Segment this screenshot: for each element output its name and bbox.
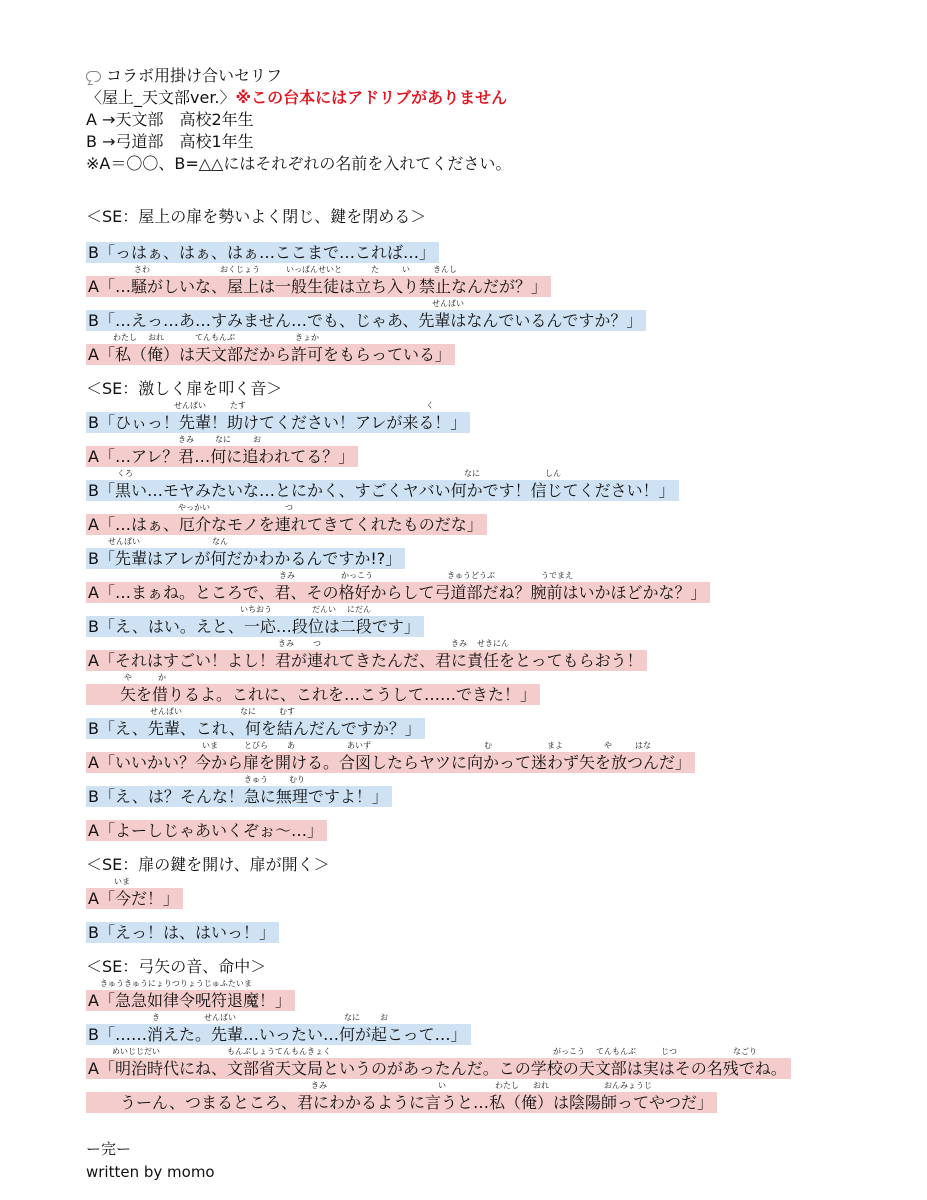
dialogue-line-a [86, 278, 551, 296]
line-text: B「っはぁ、はぁ、はぁ…ここまで…これば…」 [86, 242, 439, 263]
role-b: B →弓道部 高校1年生 [86, 132, 254, 151]
ruby: わたし [113, 333, 137, 342]
version-line [86, 88, 507, 108]
ruby: たす [230, 401, 246, 410]
ruby: わたし [495, 1081, 519, 1090]
ruby: くろ [117, 469, 133, 478]
line-text: A「…アレ？君…何に追われてる？」 [86, 446, 358, 467]
line-text: B「…えっ…あ…すみません…でも、じゃあ、先輩はなんでいるんですか？」 [86, 310, 646, 331]
ruby: む [484, 741, 492, 750]
ruby: はな [635, 741, 651, 750]
ruby: きみ [279, 571, 295, 580]
ruby: きゅう [244, 775, 268, 784]
dialogue-line-a [86, 346, 455, 364]
ruby: い [402, 265, 410, 274]
name-note: ※A＝〇〇、B=△△にはそれぞれの名前を入れてください。 [86, 154, 512, 173]
dialogue-line-a [86, 754, 695, 772]
ruby: いちおう [240, 605, 272, 614]
ruby: やっかい [178, 503, 210, 512]
author-credit: written by momo [86, 1163, 215, 1181]
dialogue-line-a [86, 822, 327, 840]
dialogue-line-b [86, 550, 405, 568]
ruby: せきにん [477, 639, 509, 648]
dialogue-line-a-continued [86, 686, 540, 704]
line-text: A「よーしじゃあいくぞぉ〜…」 [86, 820, 327, 841]
dialogue-line-b [86, 618, 424, 636]
line-text: B「え、は？そんな！急に無理ですよ！」 [86, 786, 392, 807]
line-text: B「え、はい。えと、一応…段位は二段です」 [86, 616, 424, 637]
dialogue-line-a [86, 448, 358, 466]
ruby: あいず [347, 741, 371, 750]
ruby: とびら [244, 741, 268, 750]
dialogue-line-a [86, 584, 710, 602]
line-text: A「今だ！」 [86, 888, 183, 909]
ruby: おれ [148, 333, 164, 342]
dialogue-line-b [86, 924, 279, 942]
line-text: A「…まぁね。ところで、君、その格好からして弓道部だね？腕前はいかほどかな？」 [86, 582, 710, 603]
line-text: A「…騒がしいな、屋上は一般生徒は立ち入り禁止なんだが？」 [86, 276, 551, 297]
ruby: いま [114, 877, 130, 886]
ruby: つ [313, 639, 321, 648]
ruby: おくじょう [220, 265, 260, 274]
line-text: B「え、先輩、これ、何を結んだんですか？」 [86, 718, 425, 739]
ruby: きみ [178, 435, 194, 444]
ruby: うでまえ [541, 571, 573, 580]
line-text: B「黒い…モヤみたいな…とにかく、すごくヤバい何かです！信じてください！」 [86, 480, 679, 501]
dialogue-line-b [86, 414, 470, 432]
line-text: A「それはすごい！よし！君が連れてきたんだ、君に責任をとってもらおう！ [86, 650, 647, 671]
ruby: や [124, 673, 132, 682]
ruby: なに [464, 469, 480, 478]
ruby: がっこう [553, 1047, 585, 1056]
line-text: A「…はぁ、厄介なモノを連れてきてくれたものだな」 [86, 514, 487, 535]
line-text: B「ひぃっ！先輩！助けてください！アレが来る！」 [86, 412, 470, 433]
ruby: かっこう [341, 571, 373, 580]
line-text: うーん、つまるところ、君にわかるように言うと…私（俺）は陰陽師ってやつだ」 [86, 1092, 717, 1113]
ruby: き [152, 1013, 160, 1022]
ruby: つ [285, 503, 293, 512]
ruby: おんみょうじ [604, 1081, 652, 1090]
dialogue-line-a [86, 992, 295, 1010]
ruby: く [426, 401, 434, 410]
sound-effect: ＜SE：激しく扉を叩く音＞ [86, 379, 283, 398]
ruby: きゅうきゅうにょりつりょうじゅふたいま [100, 979, 252, 988]
ruby: じつ [661, 1047, 677, 1056]
ruby: きみ [311, 1081, 327, 1090]
ruby: むす [279, 707, 295, 716]
ruby: なに [215, 435, 231, 444]
ruby: せんぱい [150, 707, 182, 716]
ruby: もんぶしょうてんもんきょく [227, 1047, 331, 1056]
ruby: きんし [433, 265, 457, 274]
ruby: きゅうどうぶ [447, 571, 495, 580]
dialogue-line-b [86, 244, 439, 262]
ruby: せんぱい [432, 299, 464, 308]
dialogue-line-b [86, 1026, 471, 1044]
ruby: にだん [347, 605, 371, 614]
role-a: A →天文部 高校2年生 [86, 110, 254, 129]
ruby: せんぱい [174, 401, 206, 410]
dialogue-line-a [86, 516, 487, 534]
ruby: おれ [533, 1081, 549, 1090]
ruby: てんもんぶ [596, 1047, 636, 1056]
ruby: めいじじだい [112, 1047, 160, 1056]
sound-effect: ＜SE：弓矢の音、命中＞ [86, 957, 267, 976]
ruby: あ [287, 741, 295, 750]
line-text: B「えっ！は、はいっ！」 [86, 922, 279, 943]
ruby: なごり [733, 1047, 757, 1056]
line-text: A「私（俺）は天文部だから許可をもらっている」 [86, 344, 455, 365]
no-adlib-warning: ※この台本にはアドリブがありません [235, 88, 508, 107]
line-text: B「先輩はアレが何だかわかるんですか!?」 [86, 548, 405, 569]
dialogue-line-b [86, 312, 646, 330]
dialogue-line-b [86, 720, 425, 738]
dialogue-line-a-continued [86, 1094, 717, 1112]
dialogue-line-b [86, 482, 679, 500]
sound-effect: ＜SE：屋上の扉を勢いよく閉じ、鍵を閉める＞ [86, 207, 427, 226]
dialogue-line-a [86, 890, 183, 908]
ruby: てんもんぶ [195, 333, 235, 342]
ruby: せんぱい [204, 1013, 236, 1022]
ruby: むり [289, 775, 305, 784]
dialogue-line-a [86, 1060, 791, 1078]
ruby: まよ [547, 741, 563, 750]
end-mark: ー完ー [86, 1140, 132, 1158]
ruby: や [604, 741, 612, 750]
ruby: さわ [134, 265, 150, 274]
line-text: A「明治時代にね、文部省天文局というのがあったんだ。この学校の天文部は実はその名残でね。 [86, 1058, 791, 1079]
ruby: なん [212, 537, 228, 546]
ruby: お [380, 1013, 388, 1022]
ruby: きみ [451, 639, 467, 648]
ruby: だんい [312, 605, 336, 614]
line-text: A「いいかい？今から扉を開ける。合図したらヤツに向かって迷わず矢を放つんだ」 [86, 752, 695, 773]
dialogue-line-a [86, 652, 647, 670]
title-line [86, 66, 282, 86]
ruby: きょか [295, 333, 319, 342]
ruby: いま [202, 741, 218, 750]
ruby: か [158, 673, 166, 682]
line-text: A「急急如律令呪符退魔！」 [86, 990, 295, 1011]
ruby: た [371, 265, 379, 274]
ruby: お [253, 435, 261, 444]
line-text: 矢を借りるよ。これに、これを…こうして……できた！」 [86, 684, 540, 705]
ruby: い [438, 1081, 446, 1090]
line-text: B「……消えた。先輩…いったい…何が起こって…」 [86, 1024, 471, 1045]
sound-effect: ＜SE：扉の鍵を開け、扉が開く＞ [86, 855, 330, 874]
ruby: しん [545, 469, 561, 478]
ruby: なに [240, 707, 256, 716]
speech-bubble-icon [86, 71, 101, 82]
doc-title: コラボ用掛け合いセリフ [106, 66, 283, 85]
ruby: きみ [278, 639, 294, 648]
version-label: 〈屋上_天文部ver.〉 [86, 88, 236, 107]
ruby: いっぱんせいと [286, 265, 342, 274]
ruby: せんぱい [108, 537, 140, 546]
dialogue-line-b [86, 788, 392, 806]
ruby: なに [344, 1013, 360, 1022]
